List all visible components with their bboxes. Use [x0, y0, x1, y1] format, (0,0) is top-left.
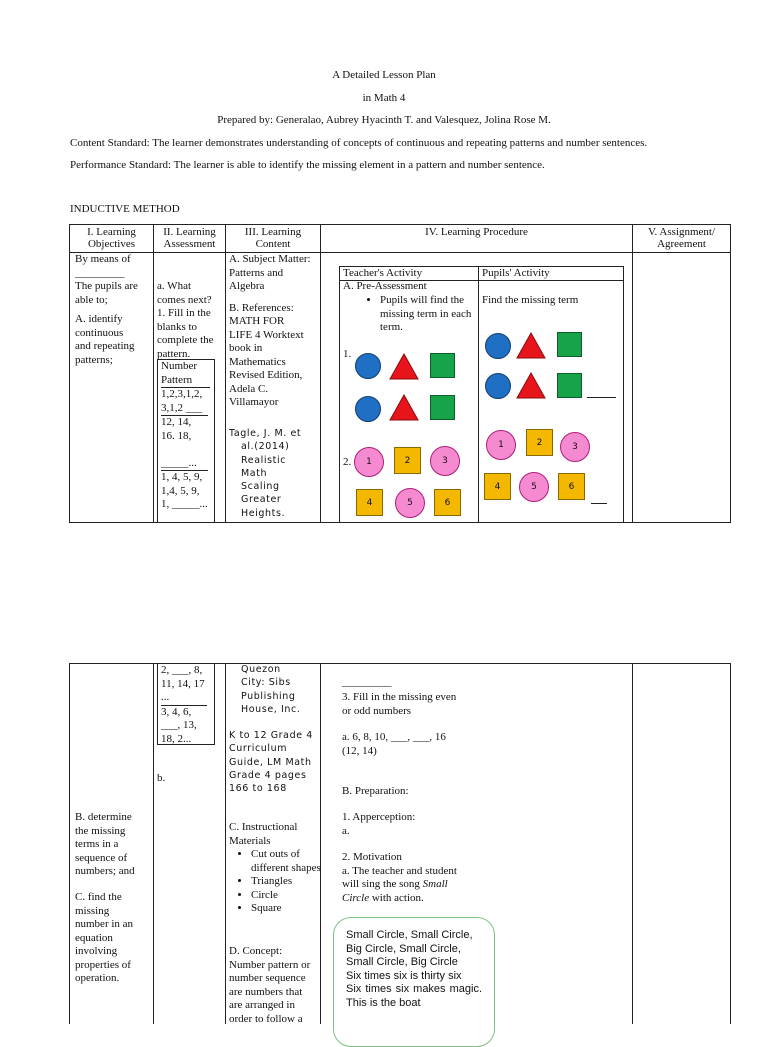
blank-line: _________ [342, 676, 392, 688]
yellow-square-4: 4 [356, 489, 383, 516]
objectives-cell-b: B. determine the missing terms in a sequence of numbers; and [75, 811, 135, 877]
assessment-cell: a. What comes next? 1. Fill in the blanks to complete the pattern. [157, 280, 214, 360]
col-header-assessment: II. Learning Assessment [163, 226, 216, 250]
document-subject: in Math 4 [362, 92, 406, 104]
performance-standard: Performance Standard: The learner is able to identify the missing element in a pattern and number sentence. [70, 159, 545, 171]
number-pattern-list-cont: 2, ___, 8, 11, 14, 17 ... 3, 4, 6, ___, 13, 18, 2... [161, 664, 205, 745]
blue-circle-shape [355, 353, 381, 379]
objectives-cell: By means of _________ The pupils are able to; A. identify continuous and repeating patterns; [75, 253, 138, 366]
blue-circle-shape [355, 396, 381, 422]
item-1-label: 1. [343, 348, 352, 360]
pink-circle-3: 3 [430, 446, 460, 476]
content-cell: A. Subject Matter: Patterns and Algebra B. References: MATH FOR LIFE 4 Worktext book in Mathematics Revised Edition, Adela C. Villamayor [229, 253, 311, 408]
content-standard: Content Standard: The learner demonstrates understanding of concepts of continuous and repeating patterns and number sentences. [70, 137, 648, 149]
answer-blank [591, 503, 607, 504]
yellow-square-4: 4 [484, 473, 511, 500]
yellow-square-2: 2 [526, 429, 553, 456]
instructional-materials: C. Instructional Materials • Cut outs of different shapes • Triangles • Circle • Square [229, 821, 321, 916]
apperception-label: 1. Apperception: a. [342, 811, 416, 837]
number-pattern-list: Number Pattern 1,2,3,1,2, 3,1,2 ___ 12, 14, 16. 18, _____... 1, 4, 5, 9, 1,4, 5, 9, 1, _____... [161, 360, 208, 510]
pink-circle-5: 5 [519, 472, 549, 502]
yellow-square-2: 2 [394, 447, 421, 474]
pupils-activity-header: Pupils' Activity [482, 267, 550, 279]
reference-publisher: Quezon City: Sibs Publishing House, Inc. [241, 664, 301, 715]
objectives-cell-c: C. find the missing number in an equation involving properties of operation. [75, 891, 134, 984]
document-title: A Detailed Lesson Plan [332, 69, 436, 81]
pink-circle-3: 3 [560, 432, 590, 462]
green-square-shape [557, 332, 582, 357]
pupils-instruction: Find the missing term [482, 294, 579, 306]
col-header-content: III. Learning Content [244, 226, 302, 250]
pink-circle-1: 1 [486, 430, 516, 460]
col-header-objectives: I. Learning Objectives [87, 226, 136, 250]
yellow-square-6: 6 [558, 473, 585, 500]
teacher-activity-header: Teacher's Activity [343, 267, 423, 279]
col-header-procedure: IV. Learning Procedure [425, 226, 528, 238]
blue-circle-shape [485, 333, 511, 359]
red-triangle-shape [389, 353, 419, 380]
sequence-item: a. 6, 8, 10, ___, ___, 16 (12, 14) [342, 731, 446, 757]
concept-cell: D. Concept: Number pattern or number sequence are numbers that are arranged in order to follow a [229, 945, 311, 1025]
col-header-assignment: V. Assignment/ Agreement [647, 226, 716, 250]
green-square-shape [557, 373, 582, 398]
reference-tagle: Tagle, J. M. et al.(2014) Realistic Math Scaling Greater Heights. [229, 428, 302, 519]
pre-assessment-label: A. Pre-Assessment [343, 280, 427, 292]
motivation-block: 2. Motivation a. The teacher and student will sing the song Small Circle with action. [342, 851, 457, 904]
answer-blank [587, 397, 616, 398]
blue-circle-shape [485, 373, 511, 399]
green-square-shape [430, 395, 455, 420]
red-triangle-shape [389, 394, 419, 421]
item-2-label: 2. [343, 456, 352, 468]
yellow-square-6: 6 [434, 489, 461, 516]
song-lyrics-box: Small Circle, Small Circle, Big Circle, Small Circle, Small Circle, Big Circle Six times six is thirty six Six times six makes magic. This is the boat [333, 917, 495, 1047]
pink-circle-5: 5 [395, 488, 425, 518]
pink-circle-1: 1 [354, 447, 384, 477]
red-triangle-shape [516, 332, 546, 359]
teacher-bullet: • Pupils will find the missing term in each term. [343, 294, 476, 335]
red-triangle-shape [516, 372, 546, 399]
preparation-label: B. Preparation: [342, 785, 409, 797]
reference-k12: K to 12 Grade 4 Curriculum Guide, LM Math Grade 4 pages 166 to 168 [229, 730, 313, 795]
assessment-b-label: b. [157, 772, 166, 784]
green-square-shape [430, 353, 455, 378]
method-heading: INDUCTIVE METHOD [70, 203, 180, 215]
fill-missing-item: 3. Fill in the missing even or odd numbers [342, 691, 457, 717]
prepared-by: Prepared by: Generalao, Aubrey Hyacinth T. and Valesquez, Jolina Rose M. [217, 114, 551, 126]
